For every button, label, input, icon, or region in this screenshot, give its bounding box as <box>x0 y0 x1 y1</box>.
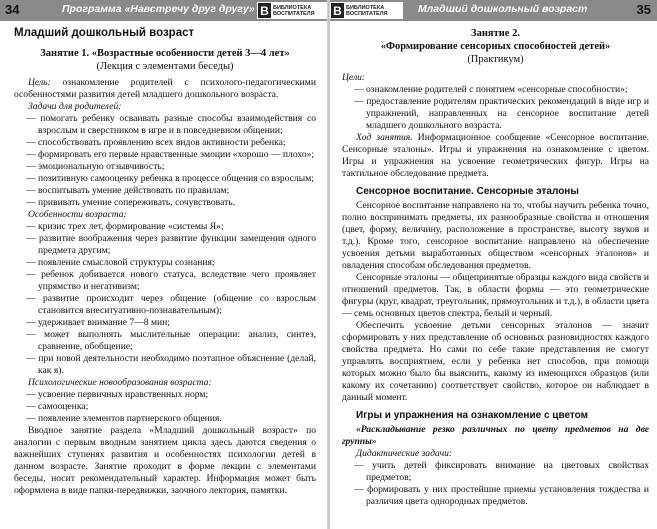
left-page-content <box>0 27 328 497</box>
neo-label: Психологические новообразования возраста: <box>28 377 212 388</box>
list-item: — способствовать проявлению всех видов активности ребенка; <box>26 137 286 148</box>
list-item: — учить детей фиксировать внимание на цветовых свойствах предметов; <box>354 460 649 483</box>
list-item: — усвоение первичных нравственных норм; <box>26 389 209 400</box>
lesson-title: Занятие 2. <box>471 28 520 39</box>
features-label: Особенности возраста: <box>28 209 127 220</box>
course-label: Ход занятия. <box>356 132 413 143</box>
list-item: — развитие происходит через общение (общение со взрослым становится внеситуативно-познавательным); <box>26 293 316 316</box>
list-item: — при новой деятельности необходимо поэтапное объяснение (делай, как я). <box>26 353 316 376</box>
running-title: Программа «Навстречу друг другу» <box>62 3 255 15</box>
tasks-label: Задачи для родителей: <box>28 101 122 112</box>
right-page-content <box>330 27 657 508</box>
goal-text: ознакомление родителей с психолого-педагогическими особенностями развития детей младшего дошкольного возраста. <box>14 77 316 100</box>
list-item: — эмоциональную отзывчивость; <box>26 161 165 172</box>
lesson-subtitle: (Лекция с элементами беседы) <box>96 61 234 72</box>
section-heading: Младший дошкольный возраст <box>14 27 195 39</box>
library-badge <box>257 2 328 19</box>
library-logo-icon: B <box>258 3 271 18</box>
running-title: Младший дошкольный возраст <box>418 3 588 15</box>
list-item: — предоставление родителям практических рекомендаций в виде игр и упражнений, направленных на сенсорное воспитание детей младшего дошкольного возраста. <box>354 96 649 131</box>
closing-paragraph: Вводное занятие раздела «Младший дошкольный возраст» по аналогии с первым вводным занятием цикла здесь даются сведения о важнейших ступенях развития и особенностях психологии детей в данном возрасте. Занятие проходит в форме лекции с элементами беседы, носит рекомендательный характер. Информация может быть оформлена в виде папки-передвижки, заочного лектория, памятки. <box>14 425 316 496</box>
page-number: 35 <box>636 2 651 17</box>
list-item: — развитие воображения через развитие функции замещения одного предмета другим; <box>26 233 316 256</box>
list-item: — кризис трех лет, формирование «системы Я»; <box>26 221 224 232</box>
left-page-header <box>0 0 328 21</box>
page-number: 34 <box>5 2 20 17</box>
course-paragraph <box>342 132 649 180</box>
list-item: — самооценка; <box>26 401 89 412</box>
goal-label: Цель: <box>28 77 51 88</box>
goal-paragraph <box>14 77 316 101</box>
subsection-heading: Игры и упражнения на ознакомление с цветом <box>356 410 589 421</box>
badge-line-1: БИБЛИОТЕКА <box>273 4 312 11</box>
list-item: — может выполнять мыслительные операции: анализ, синтез, сравнение, обобщение; <box>26 329 316 352</box>
subsection-heading: Сенсорное воспитание. Сенсорные эталоны <box>356 186 579 197</box>
course-text: Информационное сообщение «Сенсорное воспитание. Сенсорные эталоны». Игры и упражнения на ознакомление с цветом. Игры и упражнения на усвоение геометрических фигур. Игры на тактильное обследование предмета. <box>342 132 649 179</box>
list-item: — позитивную самооценку ребенка в процессе общения со взрослым; <box>26 173 314 184</box>
library-logo-icon: B <box>331 3 344 18</box>
didactic-label: Дидактические задачи: <box>356 448 453 459</box>
right-page-header <box>330 0 657 21</box>
badge-line-2: ВОСПИТАТЕЛЯ <box>273 10 315 17</box>
list-item: — появление элементов партнерского общения. <box>26 413 222 424</box>
list-item: — формировать у них простейшие приемы установления тождества и различия цвета однородных предметов. <box>354 484 649 507</box>
library-badge <box>330 2 403 19</box>
left-page <box>0 0 328 529</box>
list-item: — воспитывать умение действовать по правилам; <box>26 185 230 196</box>
list-item: — помогать ребенку осваивать разные способы взаимодействия со взрослым и сверстником в игре и в повседневном общении; <box>26 113 316 136</box>
list-item: — прививать умение сопереживать, сочувствовать. <box>26 197 236 208</box>
list-item: — ознакомление родителей с понятием «сенсорные способности»; <box>354 84 628 95</box>
list-item: — удерживает внимание 7—8 мин; <box>26 317 170 328</box>
list-item: — формировать его первые нравственные эмоции «хорошо — плохо»; <box>26 149 315 160</box>
paragraph: Обеспечить усвоение детьми сенсорных эталонов — значит сформировать у них представление об основных разновидностях каждого свойства предмета. Но сами по себе такие представления не смогут управлять восприятием, если у ребенка нет способов, при помощи которых можно было бы выяснить, какому из имеющихся образцов (или какому их сочетанию) соответствует свойство, которое он наблюдает в данный момент. <box>342 320 649 403</box>
paragraph: Сенсорные эталоны — общепринятые образцы каждого вида свойств и отношений предметов. Так, в области формы — это геометрические фигуры (круг, квадрат, треугольник, прямоугольник и т.д.), в области цвета — семь основных цветов спектра, белый и черный. <box>342 272 649 319</box>
lesson-subtitle: (Практикум) <box>467 54 524 65</box>
badge-line-1: БИБЛИОТЕКА <box>346 4 385 11</box>
right-page <box>330 0 657 529</box>
goals-label: Цели: <box>342 72 366 83</box>
badge-line-2: ВОСПИТАТЕЛЯ <box>346 10 388 17</box>
paragraph: Сенсорное воспитание направлено на то, чтобы научить ребенка точно, полно воспринимать предметы, их разнообразные свойства и отношения (цвет, форму, величину, расположение в пространстве, высоту звуков и т.д.). Кроме того, сенсорное воспитание направлено на обеспечение усвоения детьми выработанных обществом «сенсорных эталонов» и овладения способам обследования предметов. <box>342 200 649 271</box>
lesson-title: Занятие 1. «Возрастные особенности детей 3—4 лет» <box>40 48 290 59</box>
list-item: — ребенок добивается нового статуса, вследствие чего проявляет упрямство и негативизм; <box>26 269 316 292</box>
list-item: — появление смысловой структуры сознания; <box>26 257 215 268</box>
lesson-title-line-2: «Формирование сенсорных способностей детей» <box>380 41 611 52</box>
game-title: «Раскладывание резко различных по цвету предметов на две группы» <box>342 424 649 447</box>
